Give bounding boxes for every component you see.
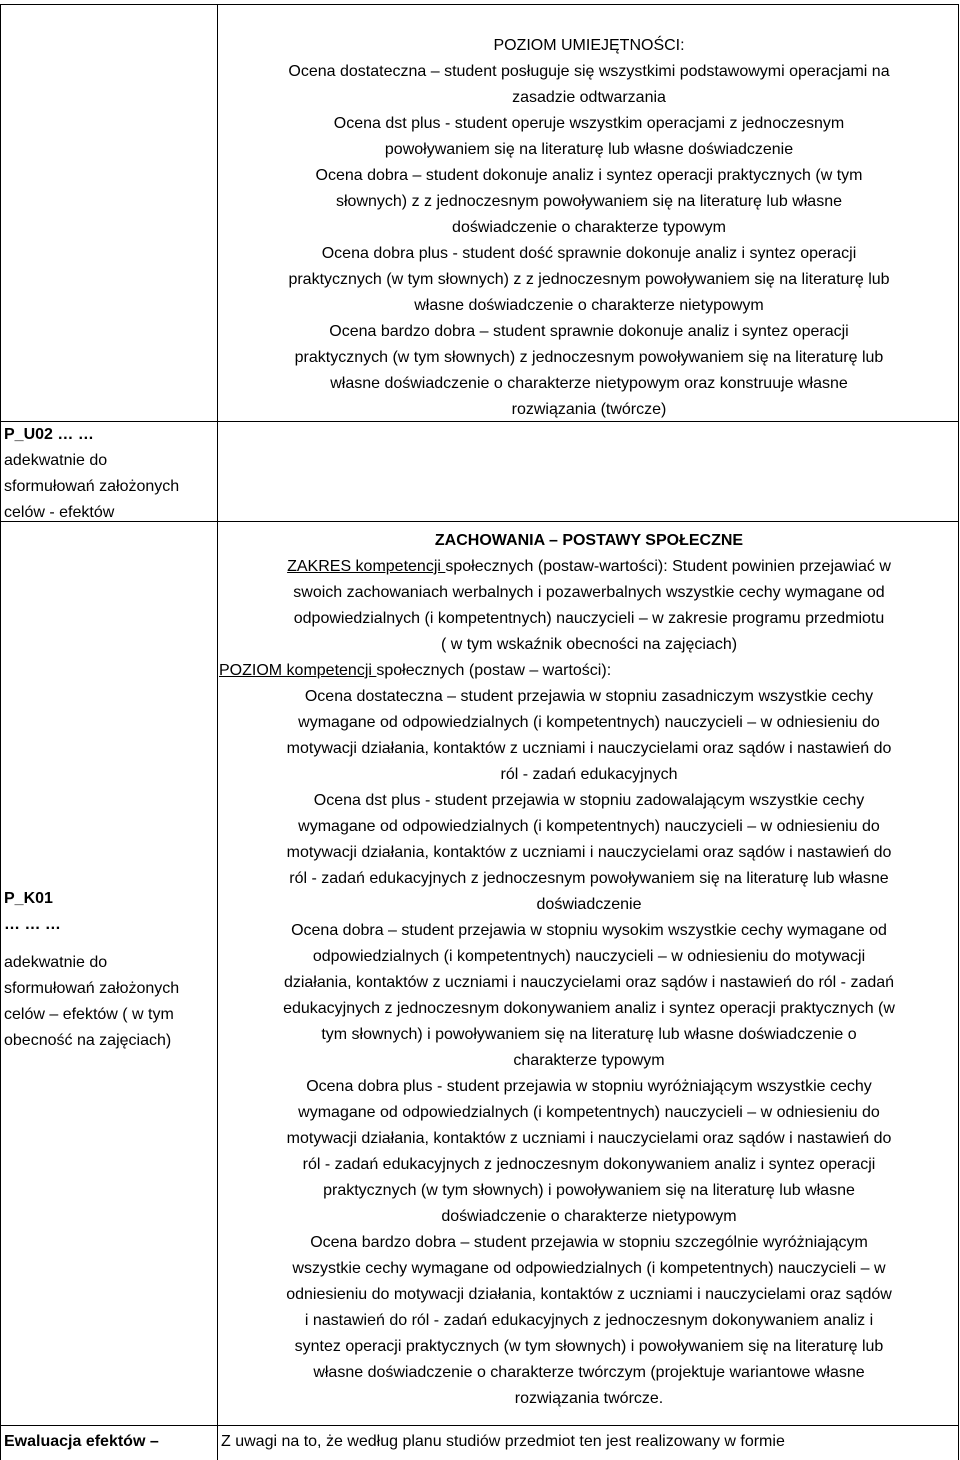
u02-line: celów - efektów	[4, 504, 115, 521]
u02-line: adekwatnie do	[4, 452, 108, 469]
u02-code: P_U02	[4, 426, 53, 443]
skills-line: praktycznych (w tym słownych) z jednoczesnym powoływaniem się na literaturę lub	[294, 349, 884, 366]
grade-line: Ocena dostateczna – student przejawia w stopniu zasadniczym wszystkie cechy	[304, 688, 874, 705]
grade-line: rozwiązania twórcze.	[514, 1390, 664, 1407]
skills-line: doświadczenie o charakterze typowym	[452, 219, 726, 236]
row-divider-3	[0, 1425, 959, 1426]
u02-line: sformułowań założonych	[4, 478, 180, 495]
grade-line: praktycznych (w tym słownych) i powoływaniem się na literaturę lub własne	[323, 1182, 855, 1199]
grade-line: charakterze typowym	[513, 1052, 665, 1069]
grade-line: syntez operacji praktycznych (w tym słownych) i powoływaniem się na literaturę lub	[294, 1338, 884, 1355]
ewaluacja-cell	[4, 1429, 216, 1455]
k01-line: celów – efektów ( w tym	[4, 1006, 174, 1023]
table-column-divider	[217, 4, 218, 1460]
skills-line: Ocena dostateczna – student posługuje się wszystkimi podstawowymi operacjami na	[288, 63, 890, 80]
grade-line: doświadczenie	[536, 896, 642, 913]
u02-cell	[4, 422, 216, 526]
u02-dots: … …	[52, 426, 94, 443]
zakres-line: ( w tym wskaźnik obecności na zajęciach)	[440, 636, 738, 653]
skills-line: Ocena bardzo dobra – student sprawnie dokonuje analiz i syntez operacji	[329, 323, 849, 340]
grade-line: Ocena dobra – student przejawia w stopniu wysokim wszystkie cechy wymagane od	[291, 922, 887, 939]
grade-line: tym słownych) i powoływaniem się na literaturę lub własne doświadczenie o	[321, 1026, 857, 1043]
grade-line: edukacyjnych z jednoczesnym dokonywaniem analiz i syntez operacji praktycznych (w	[283, 1000, 895, 1017]
grade-line: działania, kontaktów z uczniami i nauczycielami oraz sądów i nastawień do ról - zadań	[283, 974, 895, 991]
grade-line: własne doświadczenie o charakterze twórczym (projektuje wariantowe własne	[313, 1364, 865, 1381]
grade-line: ról - zadań edukacyjnych	[500, 766, 678, 783]
k01-line: obecność na zajęciach)	[4, 1032, 172, 1049]
grade-line: ról - zadań edukacyjnych z jednoczesnym dokonywaniem analiz i syntez operacji	[302, 1156, 876, 1173]
table-border-left	[0, 4, 1, 1460]
footer-text: Z uwagi na to, że według planu studiów przedmiot ten jest realizowany w formie	[221, 1433, 785, 1450]
k01-line: adekwatnie do	[4, 954, 108, 971]
skills-line: własne doświadczenie o charakterze nietypowym oraz konstruuje własne	[330, 375, 848, 392]
poziom-text: społecznych (postaw – wartości):	[376, 662, 612, 679]
zakres-text: społecznych (postaw-wartości): Student powinien przejawiać w	[445, 558, 891, 575]
k01-dots: … … …	[4, 916, 61, 933]
grade-line: Ocena dobra plus - student przejawia w stopniu wyróżniającym wszystkie cechy	[306, 1078, 872, 1095]
grade-line: wymagane od odpowiedzialnych (i kompetentnych) nauczycieli – w odniesieniu do	[298, 818, 880, 835]
skills-line: Ocena dobra plus - student dość sprawnie dokonuje analiz i syntez operacji	[321, 245, 857, 262]
k01-code: P_K01	[4, 890, 53, 907]
skills-line: powoływaniem się na literaturę lub własne doświadczenie	[384, 141, 794, 158]
skills-line: rozwiązania (twórcze)	[511, 401, 667, 418]
grade-line: motywacji działania, kontaktów z uczniami i nauczycielami oraz sądów i nastawień do	[286, 1130, 892, 1147]
grade-line: wszystkie cechy wymagane od odpowiedzialnych (i kompetentnych) nauczycieli – w	[292, 1260, 886, 1277]
grade-line: Ocena dst plus - student przejawia w stopniu zadowalającym wszystkie cechy	[313, 792, 865, 809]
footer-cell	[221, 1429, 957, 1455]
grade-line: odpowiedzialnych (i kompetentnych) nauczycieli – w odniesieniu do motywacji	[312, 948, 866, 965]
k01-cell	[4, 886, 216, 1054]
skills-line: własne doświadczenie o charakterze nietypowym	[414, 297, 764, 314]
grade-line: wymagane od odpowiedzialnych (i kompetentnych) nauczycieli – w odniesieniu do	[298, 1104, 880, 1121]
grade-line: odniesieniu do motywacji działania, kontaktów z uczniami i nauczycielami oraz sądów	[286, 1286, 892, 1303]
poziom-label: POZIOM kompetencji	[219, 662, 377, 679]
skills-heading: POZIOM UMIEJĘTNOŚCI:	[493, 37, 685, 54]
skills-line: Ocena dst plus - student operuje wszystkim operacjami z jednoczesnym	[333, 115, 845, 132]
skills-line: praktycznych (w tym słownych) z z jednoczesnym powoływaniem się na literaturę lub	[288, 271, 890, 288]
zakres-label: ZAKRES kompetencji	[287, 558, 446, 575]
grade-line: motywacji działania, kontaktów z uczniami i nauczycielami oraz sądów i nastawień do	[286, 740, 892, 757]
zakres-line: odpowiedzialnych (i kompetentnych) nauczycieli – w zakresie programu przedmiotu	[293, 610, 885, 627]
grade-line: Ocena bardzo dobra – student przejawia w stopniu szczególnie wyróżniającym	[310, 1234, 868, 1251]
grade-line: ról - zadań edukacyjnych z jednoczesnym powoływaniem się na literaturę lub własne	[289, 870, 889, 887]
skills-line: zasadzie odtwarzania	[512, 89, 666, 106]
grade-line: wymagane od odpowiedzialnych (i kompetentnych) nauczycieli – w odniesieniu do	[298, 714, 880, 731]
table-border-top	[0, 4, 959, 5]
grade-line: i nastawień do ról - zadań edukacyjnych z jednoczesnym dokonywaniem analiz i	[304, 1312, 874, 1329]
grade-line: doświadczenie o charakterze nietypowym	[441, 1208, 737, 1225]
attitudes-heading: ZACHOWANIA – POSTAWY SPOŁECZNE	[434, 532, 744, 549]
ewaluacja-label: Ewaluacja efektów –	[4, 1433, 159, 1450]
skills-line: Ocena dobra – student dokonuje analiz i syntez operacji praktycznych (w tym	[315, 167, 863, 184]
skills-line: słownych) z z jednoczesnym powoływaniem się na literaturę lub własne	[335, 193, 842, 210]
grade-line: motywacji działania, kontaktów z uczniami i nauczycielami oraz sądów i nastawień do	[286, 844, 892, 861]
k01-line: sformułowań założonych	[4, 980, 180, 997]
attitudes-section	[219, 528, 959, 1412]
zakres-line: swoich zachowaniach werbalnych i pozawerbalnych wszystkie cechy wymagane od	[293, 584, 885, 601]
skills-section	[219, 33, 959, 423]
